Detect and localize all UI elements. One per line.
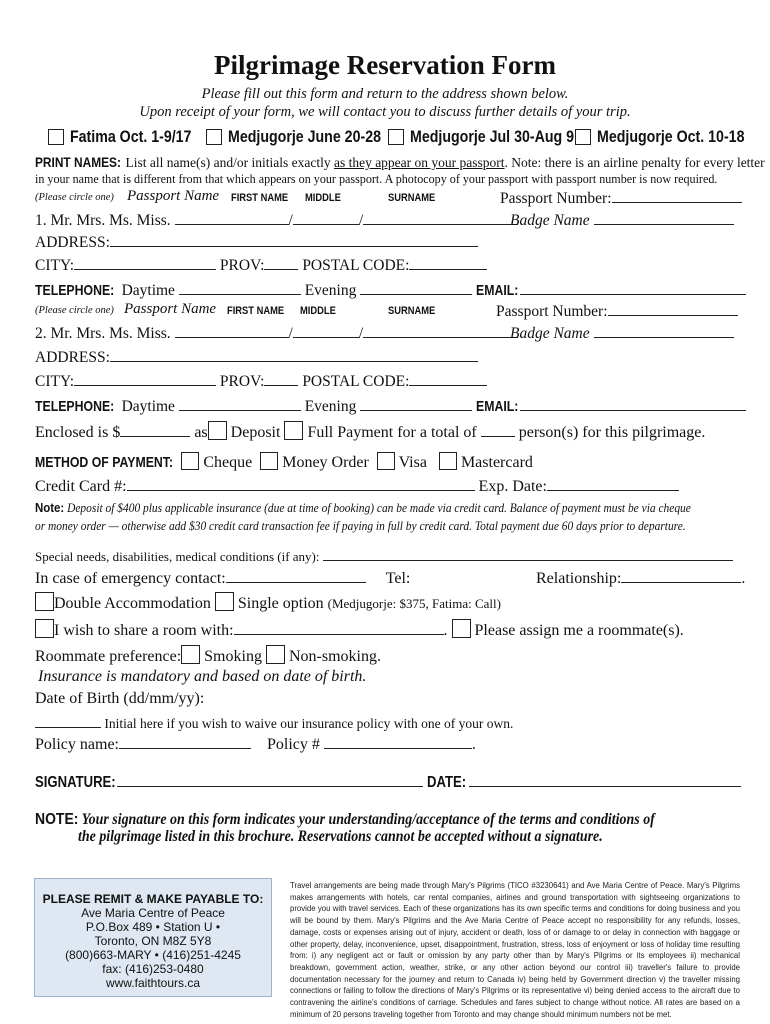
share-room-checkbox[interactable] xyxy=(35,619,54,638)
middle-name-field-1[interactable] xyxy=(293,210,359,225)
circle-one-1: (Please circle one) xyxy=(35,192,114,203)
print-names-line-1: PRINT NAMES: List all name(s) and/or initials exactly as they appear on your passport. Note: there is an airline penalty for every letter xyxy=(35,154,765,170)
trip-june-label: Medjugorje June 20-28 xyxy=(228,128,381,146)
remit-website-link[interactable]: www.faithtours.ca xyxy=(105,976,201,990)
money-order-checkbox[interactable] xyxy=(260,452,278,470)
note-signature-line-2: the pilgrimage listed in this brochure. Reservations cannot be accepted without a signature. xyxy=(78,828,603,845)
print-names-line-2: in your name that is different from that which appears on your passport. A photocopy of your passport with passport number is now required. xyxy=(35,171,718,186)
visa-checkbox[interactable] xyxy=(377,452,395,470)
policy-name-field[interactable] xyxy=(119,734,251,749)
remit-line: Toronto, ON M8Z 5Y8 xyxy=(94,934,212,948)
signature-row: SIGNATURE: DATE: xyxy=(35,772,741,792)
emergency-contact-field[interactable] xyxy=(226,568,366,583)
trip-option-medjugorje-june[interactable] xyxy=(206,128,381,147)
trip-july-checkbox[interactable] xyxy=(388,129,404,145)
surname-label-1: SURNAME xyxy=(388,192,436,204)
name-row-2: 2. Mr. Mrs. Ms. Miss. / / xyxy=(35,323,518,343)
form-title: Pilgrimage Reservation Form xyxy=(214,50,556,80)
first-name-field-1[interactable] xyxy=(175,210,289,225)
passport-name-label-1: Passport Name xyxy=(127,188,220,204)
special-needs-row: Special needs, disabilities, medical conditions (if any): xyxy=(35,549,733,565)
telephone-row-1: TELEPHONE: Daytime Evening EMAIL: xyxy=(35,280,746,300)
surname-field-1[interactable] xyxy=(363,210,518,225)
remit-line: P.O.Box 489 • Station U • xyxy=(85,920,221,934)
surname-field-2[interactable] xyxy=(363,323,518,338)
date-field[interactable] xyxy=(469,772,741,787)
relationship-field[interactable] xyxy=(621,568,741,583)
first-name-label-2: FIRST NAME xyxy=(227,305,285,317)
cheque-checkbox[interactable] xyxy=(181,452,199,470)
trip-fatima-label: Fatima Oct. 1-9/17 xyxy=(70,128,192,146)
first-name-label-1: FIRST NAME xyxy=(231,192,289,204)
name-row-1: 1. Mr. Mrs. Ms. Miss. / / xyxy=(35,210,518,230)
share-room-row: I wish to share a room with: . Please assign me a roommate(s). xyxy=(35,619,684,640)
intro-line-1: Please fill out this form and return to the address shown below. xyxy=(201,86,569,102)
non-smoking-checkbox[interactable] xyxy=(266,645,285,664)
remit-line: fax: (416)253-0480 xyxy=(102,962,204,976)
email-field-1[interactable] xyxy=(520,280,746,295)
full-payment-checkbox[interactable] xyxy=(284,421,303,440)
prov-field-2[interactable] xyxy=(264,371,298,386)
badge-name-field-1[interactable] xyxy=(594,210,734,225)
remit-line: (800)663-MARY • (416)251-4245 xyxy=(65,948,241,962)
city-field-2[interactable] xyxy=(74,371,216,386)
remit-line: Ave Maria Centre of Peace xyxy=(81,906,225,920)
accommodation-row: Double Accommodation Single option (Medjugorje: $375, Fatima: Call) xyxy=(35,592,501,613)
roommate-preference-row: Roommate preference: Smoking Non-smoking. xyxy=(35,645,381,666)
passport-number-field-2[interactable] xyxy=(608,301,738,316)
deposit-checkbox[interactable] xyxy=(208,421,227,440)
passport-number-1: Passport Number: xyxy=(500,188,742,208)
passport-number-field-1[interactable] xyxy=(612,188,742,203)
badge-name-field-2[interactable] xyxy=(594,323,734,338)
trip-july-label: Medjugorje Jul 30-Aug 9 xyxy=(410,128,575,146)
trip-oct-label: Medjugorje Oct. 10-18 xyxy=(597,128,745,146)
address-field-1[interactable] xyxy=(110,232,478,247)
city-row-2: CITY: PROV: POSTAL CODE: xyxy=(35,371,487,391)
remit-heading: PLEASE REMIT & MAKE PAYABLE TO: xyxy=(42,892,264,906)
waive-row: Initial here if you wish to waive our insurance policy with one of your own. xyxy=(35,713,513,732)
postal-field-2[interactable] xyxy=(409,371,487,386)
exp-date-field[interactable] xyxy=(547,476,679,491)
enclosed-amount-field[interactable] xyxy=(120,422,190,437)
note-payment-line-1: Note: Deposit of $400 plus applicable insurance (due at time of booking) can be made via credit card. Balance of payment must be via cheque xyxy=(35,500,691,515)
intro-line-2: Upon receipt of your form, we will contact you to discuss further details of your trip. xyxy=(139,104,631,120)
city-row-1: CITY: PROV: POSTAL CODE: xyxy=(35,255,487,275)
double-accommodation-checkbox[interactable] xyxy=(35,592,54,611)
trip-option-medjugorje-july[interactable] xyxy=(388,128,575,147)
daytime-field-1[interactable] xyxy=(179,280,301,295)
special-needs-field[interactable] xyxy=(323,550,733,561)
first-name-field-2[interactable] xyxy=(175,323,289,338)
signature-field[interactable] xyxy=(117,772,423,787)
badge-name-1: Badge Name xyxy=(510,210,734,230)
address-field-2[interactable] xyxy=(110,347,478,362)
trip-oct-checkbox[interactable] xyxy=(575,129,591,145)
prov-field-1[interactable] xyxy=(264,255,298,270)
badge-name-2: Badge Name xyxy=(510,323,734,343)
telephone-row-2: TELEPHONE: Daytime Evening EMAIL: xyxy=(35,396,746,416)
credit-card-row: Credit Card #: Exp. Date: xyxy=(35,476,679,496)
address-row-2: ADDRESS: xyxy=(35,347,478,367)
passport-number-2: Passport Number: xyxy=(496,301,738,321)
assign-roommate-checkbox[interactable] xyxy=(452,619,471,638)
note-signature-line-1: NOTE: Your signature on this form indicates your understanding/acceptance of the terms and conditions of xyxy=(35,811,655,828)
circle-one-2: (Please circle one) xyxy=(35,305,114,316)
postal-field-1[interactable] xyxy=(409,255,487,270)
policy-row: Policy name: Policy # . xyxy=(35,736,476,753)
relationship-row: Relationship: . xyxy=(536,570,746,587)
remit-box xyxy=(34,878,272,997)
print-names-heading: PRINT NAMES: xyxy=(35,154,121,170)
insurance-mandatory: Insurance is mandatory and based on date of birth. xyxy=(38,668,367,685)
trip-option-fatima[interactable] xyxy=(48,128,192,147)
single-option-checkbox[interactable] xyxy=(215,592,234,611)
persons-count-field[interactable] xyxy=(481,422,515,437)
address-row-1: ADDRESS: xyxy=(35,232,478,252)
emergency-row: In case of emergency contact: Tel: xyxy=(35,570,411,587)
middle-name-field-2[interactable] xyxy=(293,323,359,338)
evening-field-2[interactable] xyxy=(360,396,472,411)
payment-heading: METHOD OF PAYMENT: xyxy=(35,454,174,471)
passport-name-label-2: Passport Name xyxy=(124,301,217,317)
trip-option-medjugorje-oct[interactable] xyxy=(575,128,745,147)
share-room-field[interactable] xyxy=(234,620,444,635)
trip-fatima-checkbox[interactable] xyxy=(48,129,64,145)
date-of-birth-row: Date of Birth (dd/mm/yy): xyxy=(35,690,205,707)
evening-field-1[interactable] xyxy=(360,280,472,295)
mastercard-checkbox[interactable] xyxy=(439,452,457,470)
trip-june-checkbox[interactable] xyxy=(206,129,222,145)
credit-card-field[interactable] xyxy=(127,476,475,491)
middle-label-1: MIDDLE xyxy=(305,192,341,204)
enclosed-row: Enclosed is $ as Deposit Full Payment for a total of person(s) for this pilgrimage. xyxy=(35,421,705,442)
surname-label-2: SURNAME xyxy=(388,305,436,317)
note-payment-line-2: or money order — otherwise add $30 credit card transaction fee if paying in full by credit card. Total payment due 60 days prior to departure. xyxy=(35,518,686,533)
middle-label-2: MIDDLE xyxy=(300,305,336,317)
policy-number-field[interactable] xyxy=(324,734,472,749)
payment-row: METHOD OF PAYMENT: Cheque Money Order Visa Mastercard xyxy=(35,454,533,471)
city-field-1[interactable] xyxy=(74,255,216,270)
daytime-field-2[interactable] xyxy=(179,396,301,411)
email-field-2[interactable] xyxy=(520,396,746,411)
terms-fine-print: Travel arrangements are being made through Mary's Pilgrims (TICO #3230641) and Ave Maria Centre of Peace. Mary's Pilgrims makes arrangements with hotels, car rental companies, airlines and ground transportation with sightseeing organizations to provide you with travel services. Each of these organizations has its own specific terms and conditions for doing business and you will be bound by them. Mary's Pilgrims and the Ave Maria Centre of Peace accept no responsibility for any refunds, losses, damage, costs or expenses arising out of injury, accident or death, loss of or damage to or delay in connection with baggage or other property, delay, inconvenience, upset, disappointment, frustration, stress, loss of enjoyment or loss of holiday time resulting from: i) any negligent act or fault or omission by any party other than by Mary's Pilgrims or its employees ii) mechanical breakdown, government action, weather, strike, or any other action beyond our control iii) traveller's failure to provide documentation necessary for the journey and return to Canada iv) being held by Government direction v) the traveller missing connections or failing to follow the directions of Mary's Pilgrims or its representative vi) being denied access to the aircraft due to contravening the airline's conditions of carriage. Schedules and fares subject to change without notice. All rates are based on a minimum of 20 persons traveling together from Toronto and may change should minimum numbers not be met. xyxy=(290,881,740,1019)
waive-initial-field[interactable] xyxy=(35,713,101,728)
smoking-checkbox[interactable] xyxy=(181,645,200,664)
